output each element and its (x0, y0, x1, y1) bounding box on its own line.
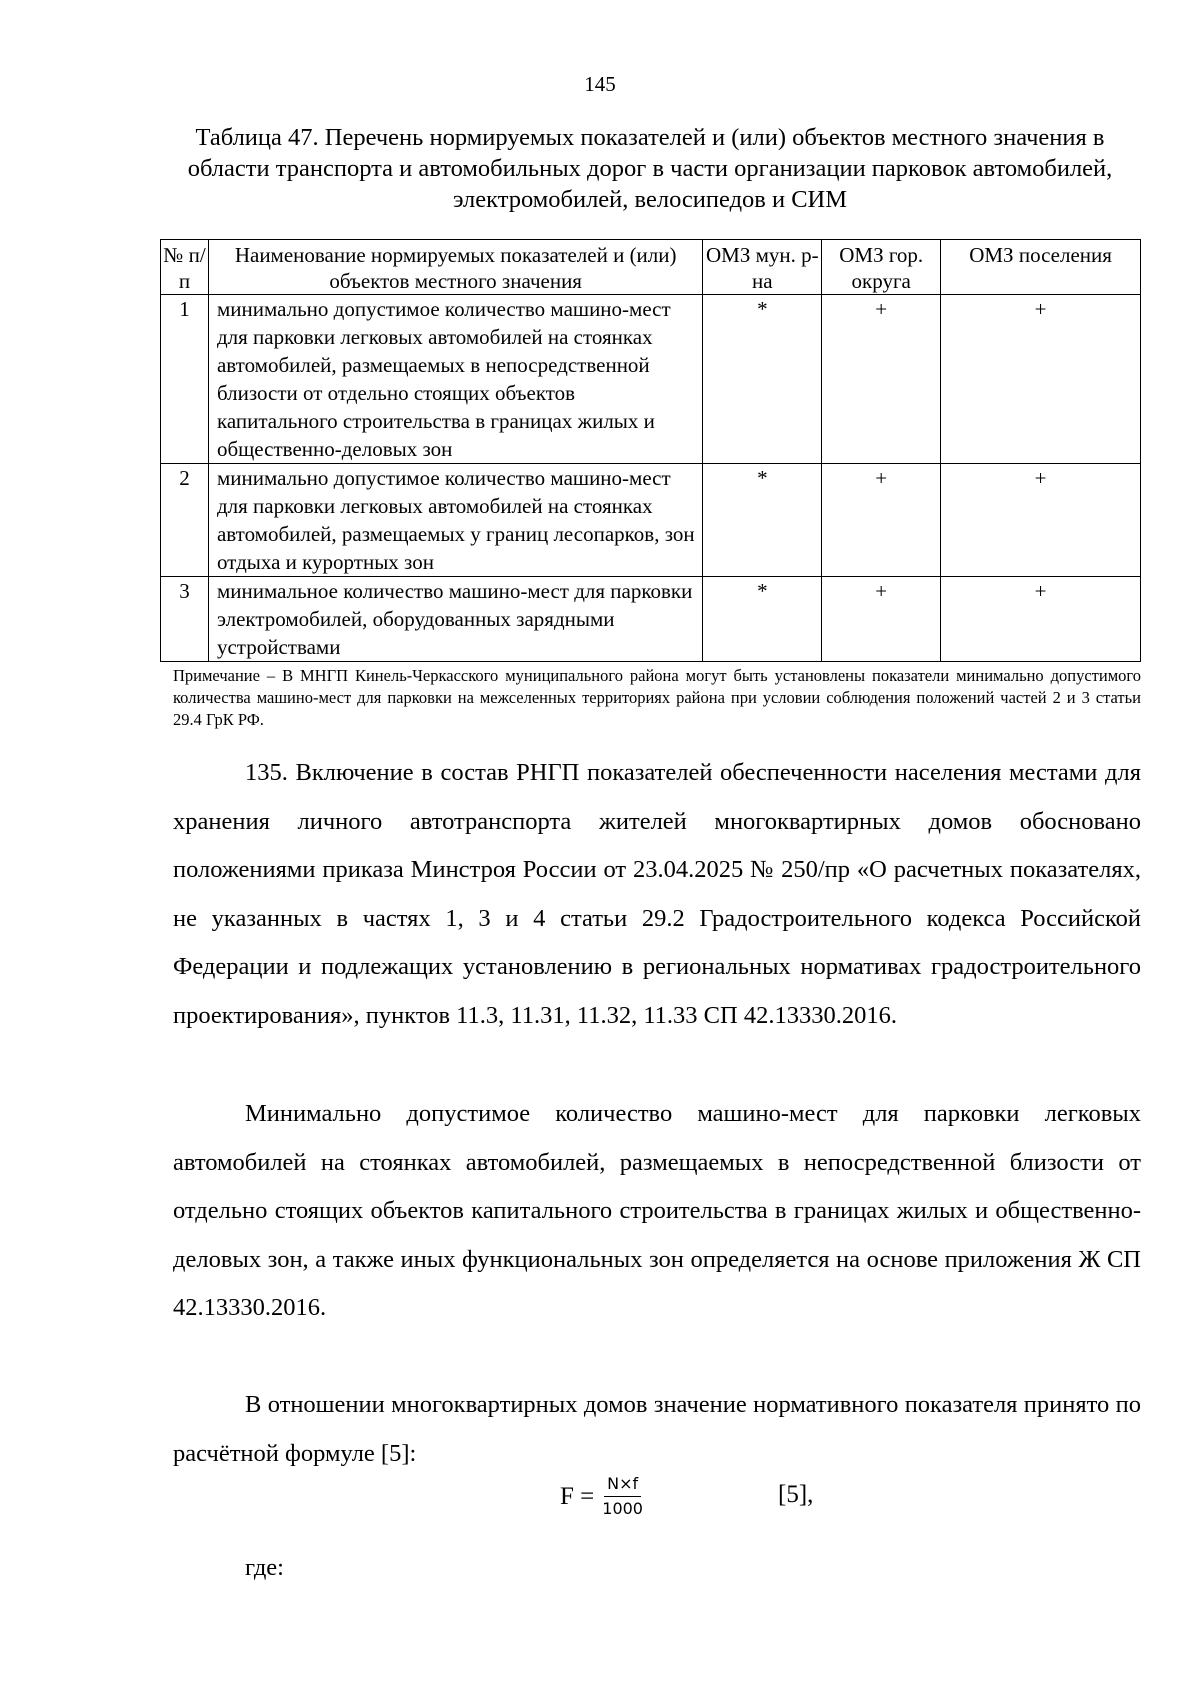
row-omz-mun: * (703, 464, 822, 577)
header-omz-gor: ОМЗ гор. округа (822, 240, 941, 295)
formula-denominator: 1000 (602, 1499, 643, 1518)
row-omz-gor: + (822, 464, 941, 577)
row-name: минимальное количество машино-мест для парковки электромобилей, оборудованных зарядными устройствами (208, 577, 702, 662)
header-omz-pos: ОМЗ поселения (941, 240, 1141, 295)
paragraph-formula-intro: В отношении многоквартирных домов значение нормативного показателя принято по расчётной формуле [5]: (173, 1391, 1141, 1467)
table-row (161, 464, 1141, 577)
table-row (161, 577, 1141, 662)
row-num: 1 (161, 295, 209, 464)
table-header-row (161, 240, 1141, 295)
formula-lhs: F = (560, 1482, 595, 1510)
row-name: минимально допустимое количество машино-мест для парковки легковых автомобилей на стоянках автомобилей, размещаемых у границ лесопарков, зон отдыха и курортных зон (208, 464, 702, 577)
paragraph-min-parking: Минимально допустимое количество машино-мест для парковки легковых автомобилей на стоянках автомобилей, размещаемых в непосредственной близости от отдельно стоящих объектов капитального строительства в границах жилых и общественно-деловых зон, а также иных функциональных зон определяется на основе приложения Ж СП 42.13330.2016. (173, 1100, 1141, 1322)
page-number: 145 (584, 72, 616, 96)
table-caption: Таблица 47. Перечень нормируемых показателей и (или) объектов местного значения в области транспорта и автомобильных дорог в части организации парковок автомобилей, электромобилей, велосипедов и СИМ (187, 124, 1113, 213)
paragraph-135: 135. Включение в состав РНГП показателей обеспеченности населения местами для хранения личного автотранспорта жителей многоквартирных домов обосновано положениями приказа Минстроя России от 23.04.2025 № 250/пр «О расчетных показателях, не указанных в частях 1, 3 и 4 статьи 29.2 Градостроительного кодекса Российской Федерации и подлежащих установлению в региональных нормативах градостроительного проектирования», пунктов 11.3, 11.31, 11.32, 11.33 СП 42.13330.2016. (173, 759, 1141, 1029)
formula (560, 1474, 643, 1519)
formula-fraction (602, 1474, 643, 1519)
row-num: 3 (161, 577, 209, 662)
table-row (161, 295, 1141, 464)
header-name: Наименование нормируемых показателей и (или) объектов местного значения (208, 240, 702, 295)
header-num: № п/п (161, 240, 209, 295)
row-omz-gor: + (822, 295, 941, 464)
formula-numerator: N×f (604, 1474, 641, 1497)
row-omz-mun: * (703, 577, 822, 662)
formula-reference: [5], (778, 1481, 814, 1508)
header-omz-mun: ОМЗ мун. р-на (703, 240, 822, 295)
row-omz-pos: + (941, 295, 1141, 464)
row-omz-pos: + (941, 577, 1141, 662)
table-note: Примечание – В МНГП Кинель-Черкасского муниципального района могут быть установлены показатели минимально допустимого количества машино-мест для парковки на межселенных территориях района при условии соблюдения положений частей 2 и 3 статьи 29.4 ГрК РФ. (173, 666, 1141, 729)
row-num: 2 (161, 464, 209, 577)
where-label: где: (245, 1554, 284, 1581)
row-omz-mun: * (703, 295, 822, 464)
row-omz-pos: + (941, 464, 1141, 577)
row-omz-gor: + (822, 577, 941, 662)
norms-table (160, 239, 1141, 662)
row-name: минимально допустимое количество машино-мест для парковки легковых автомобилей на стоянках автомобилей, размещаемых в непосредственной близости от отдельно стоящих объектов капитального строительства в границах жилых и общественно-деловых зон (208, 295, 702, 464)
